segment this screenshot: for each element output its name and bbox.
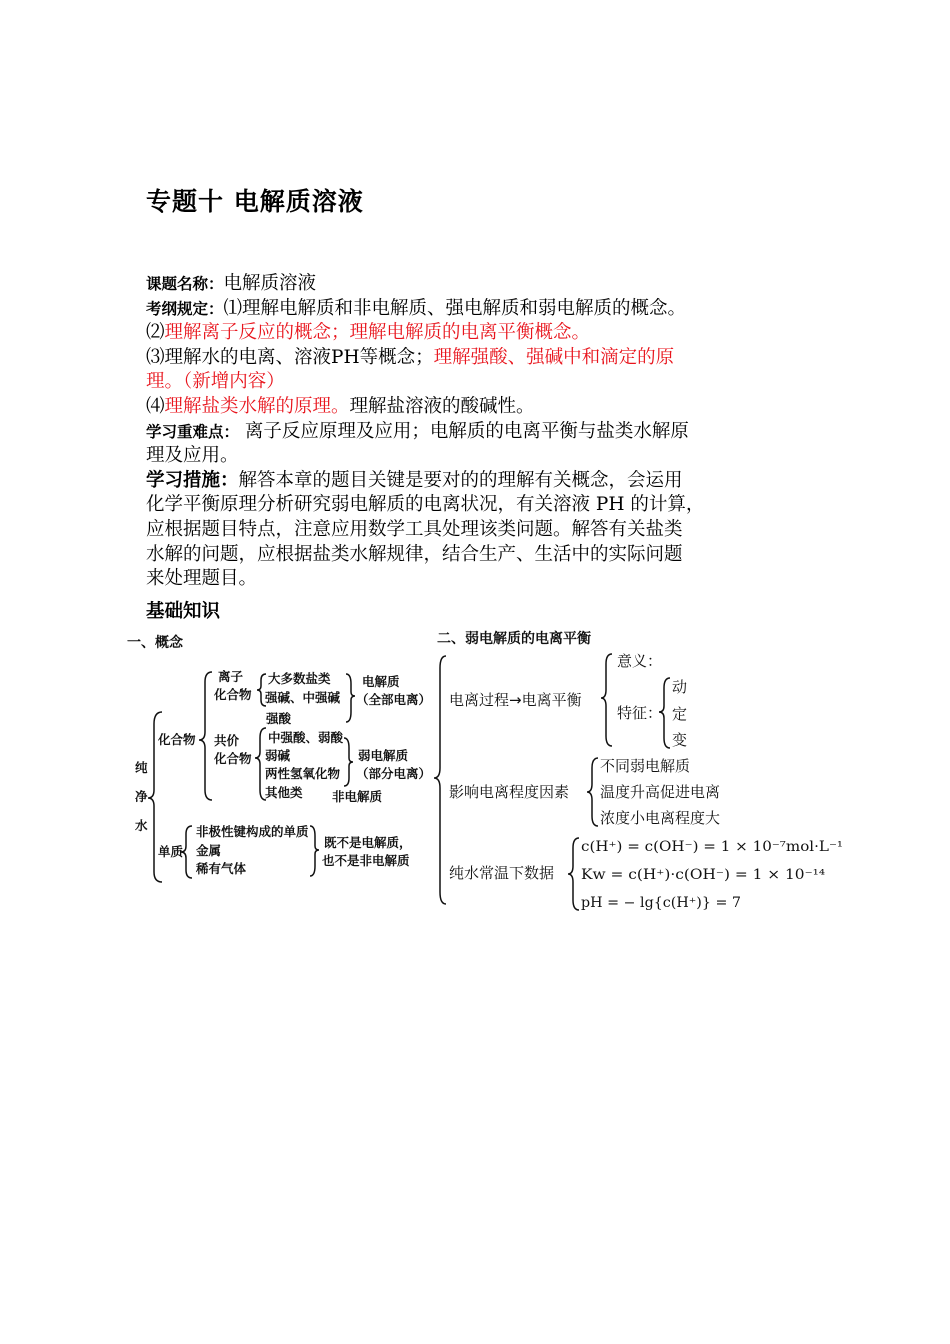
syllabus-item-2-highlight: 理解离子反应的概念；理解电解质的电离平衡概念。 xyxy=(164,322,591,344)
syllabus-item-2-number: ⑵ xyxy=(146,322,165,344)
syllabus-item-4-highlight: 理解盐类水解的原理。 xyxy=(164,395,350,417)
ionic-label-2: 化合物 xyxy=(214,687,252,702)
syllabus-item-3-number: ⑶ xyxy=(146,346,165,368)
meaning-label: 意义： xyxy=(617,652,663,670)
element-brace xyxy=(181,826,192,878)
page-title: 专题十 电解质溶液 xyxy=(146,187,364,216)
electrolyte-label-2: （全部电离） xyxy=(356,692,432,707)
water-equation-2: Kw = c(H⁺)·c(OH⁻) = 1 × 10⁻¹⁴ xyxy=(581,867,825,883)
water-brace xyxy=(568,838,579,910)
syllabus-item-3-highlight: 理解强酸、强碱中和滴定的原 xyxy=(433,346,675,368)
factors-label: 影响电离程度因素 xyxy=(449,783,570,801)
water-equation-3: pH = − lg{c(H⁺)} = 7 xyxy=(581,895,741,911)
equilibrium-heading: 二、弱电解质的电离平衡 xyxy=(437,631,591,647)
ionic-item-2: 强碱、中强碱 xyxy=(265,690,341,705)
factor-item-2: 温度升高促进电离 xyxy=(600,783,721,801)
measures-line-2: 化学平衡原理分析研究弱电解质的电离状况，有关溶液 PH 的计算， xyxy=(146,494,705,516)
process-label: 电离过程→电离平衡 xyxy=(449,691,582,709)
water-label: 纯水常温下数据 xyxy=(449,864,555,882)
root-char-3: 水 xyxy=(135,818,148,833)
difficulty-line-2: 理及应用。 xyxy=(146,445,239,467)
electrolyte-label-1: 电解质 xyxy=(362,674,400,689)
weak-electrolyte-brace xyxy=(344,738,353,786)
syllabus-item-4-text: 理解盐溶液的酸碱性。 xyxy=(349,395,535,417)
syllabus-line-3b: 理。（新增内容） xyxy=(146,371,285,393)
root-char-1: 纯 xyxy=(135,760,148,775)
measures-line-4: 水解的问题，应根据盐类水解规律，结合生产、生活中的实际问题 xyxy=(146,543,683,565)
element-label: 单质 xyxy=(158,844,184,859)
covalent-item-2: 中强酸、弱酸 xyxy=(268,730,344,745)
syllabus-item-3-text: 理解水的电离、溶液PH等概念； xyxy=(164,346,434,368)
concept-heading: 一、概念 xyxy=(127,635,183,651)
course-value: 电解质溶液 xyxy=(223,273,317,294)
covalent-label-1: 共价 xyxy=(214,733,240,748)
non-electrolyte-label: 非电解质 xyxy=(332,789,383,804)
process-brace xyxy=(601,654,612,746)
ionic-item-1: 大多数盐类 xyxy=(268,671,331,686)
weak-electrolyte-label-1: 弱电解质 xyxy=(358,748,409,763)
compound-label: 化合物 xyxy=(158,732,196,747)
syllabus-item-1: ⑴理解电解质和非电解质、强电解质和弱电解质的概念。 xyxy=(223,297,687,319)
difficulty-text-1: 离子反应原理及应用；电解质的电离平衡与盐类水解原 xyxy=(239,420,689,442)
feature-label: 特征： xyxy=(617,704,663,722)
covalent-item-4: 两性氢氧化物 xyxy=(265,766,341,781)
measures-line-5: 来处理题目。 xyxy=(146,568,258,590)
basics-heading: 基础知识 xyxy=(146,601,221,622)
syllabus-label: 考纲规定： xyxy=(146,299,224,318)
compound-brace xyxy=(199,672,212,800)
difficulty-label: 学习重难点： xyxy=(146,422,240,441)
measures-text-1: 解答本章的题目关键是要对的的理解有关概念，会运用 xyxy=(238,469,683,491)
neither-label-1: 既不是电解质， xyxy=(324,835,412,850)
weak-electrolyte-label-2: （部分电离） xyxy=(356,766,432,781)
element-item-1: 非极性键构成的单质 xyxy=(196,824,309,839)
equilibrium-diagram xyxy=(434,630,843,911)
factor-item-1: 不同弱电解质 xyxy=(600,757,691,775)
equilibrium-main-brace xyxy=(434,656,446,904)
factors-brace xyxy=(587,758,598,826)
neither-label-2: 也不是非电解质 xyxy=(322,853,410,868)
course-label: 课题名称： xyxy=(146,275,224,293)
covalent-label-2: 化合物 xyxy=(214,751,252,766)
element-item-3: 稀有气体 xyxy=(196,861,247,876)
feature-item-3: 变 xyxy=(672,731,688,749)
covalent-item-3: 弱碱 xyxy=(265,748,291,763)
covalent-item-5: 其他类 xyxy=(265,785,303,800)
ionic-label-1: 离子 xyxy=(218,669,244,684)
neither-brace xyxy=(310,826,319,876)
root-char-2: 净 xyxy=(135,789,148,804)
water-equation-1: c(H⁺) = c(OH⁻) = 1 × 10⁻⁷mol·L⁻¹ xyxy=(581,839,843,855)
concept-diagram xyxy=(127,634,431,882)
measures-line-3: 应根据题目特点，注意应用数学工具处理该类问题。解答有关盐类 xyxy=(146,518,683,540)
factor-item-3: 浓度小电离程度大 xyxy=(600,809,721,827)
feature-item-2: 定 xyxy=(672,705,688,723)
feature-item-1: 动 xyxy=(672,678,688,696)
element-item-2: 金属 xyxy=(196,843,222,858)
measures-label: 学习措施： xyxy=(146,469,239,491)
covalent-item-1: 强酸 xyxy=(266,711,292,726)
syllabus-item-4-number: ⑷ xyxy=(146,395,165,417)
electrolyte-brace xyxy=(346,674,355,722)
